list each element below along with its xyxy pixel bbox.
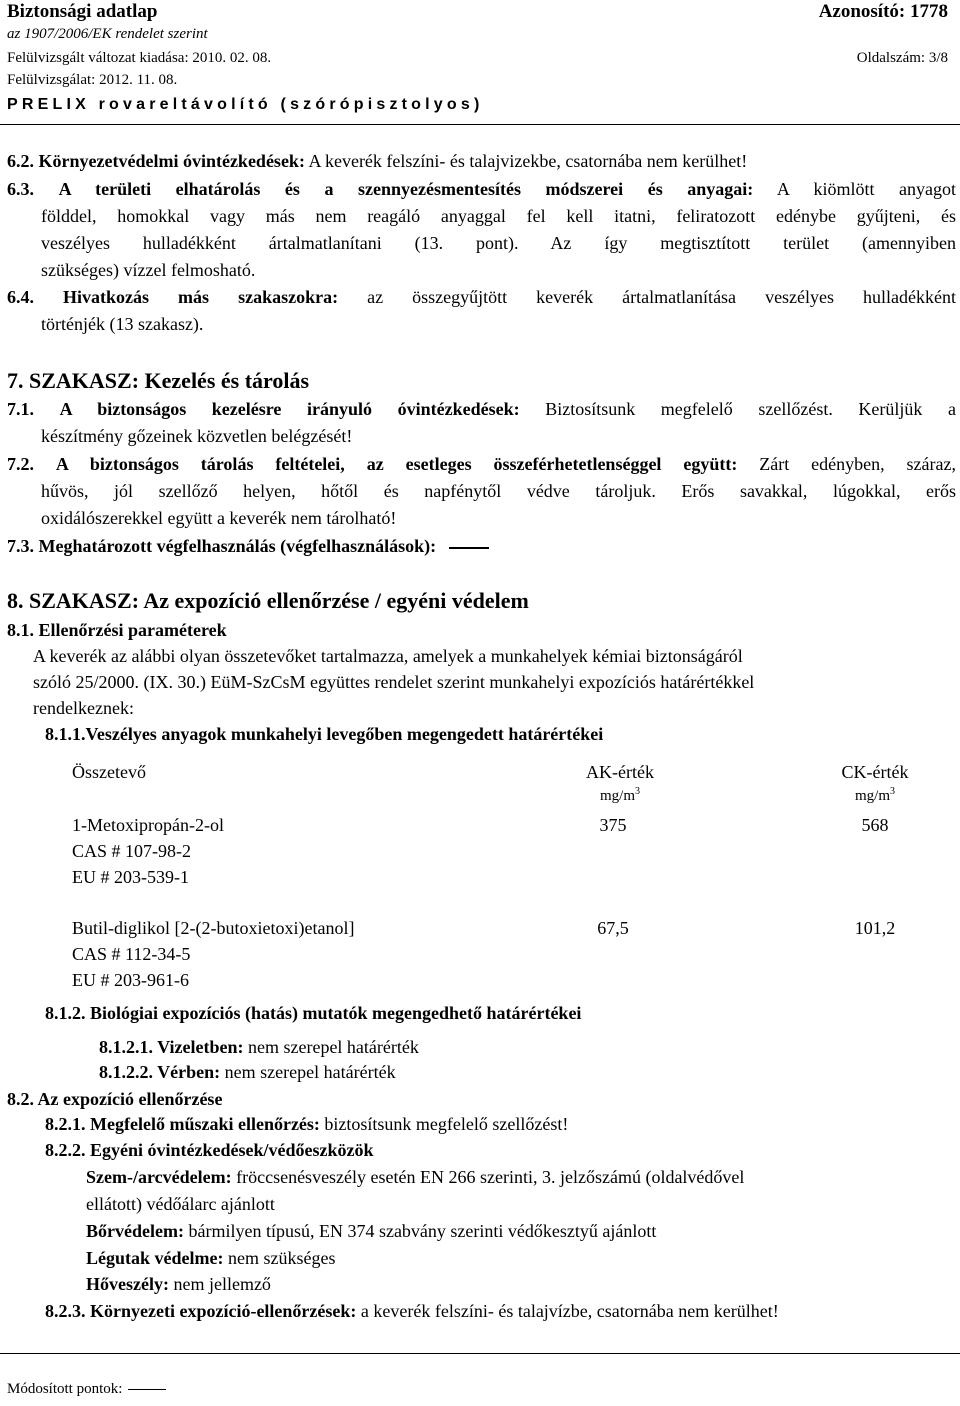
unit-ak-text: mg/m bbox=[599, 788, 635, 804]
unit-ck-text: mg/m bbox=[854, 788, 890, 804]
modified-points-label: Módosított pontok: bbox=[7, 1381, 123, 1397]
section-7-1-text: Biztosítsunk megfelelő szellőzést. Kerüljük a bbox=[545, 399, 956, 419]
section-7-1-line1 bbox=[7, 396, 956, 423]
regulation-note: az 1907/2006/EK rendelet szerint bbox=[7, 26, 208, 42]
section-6-4-line2: történjék (13 szakasz). bbox=[41, 314, 204, 334]
section-7-2-number: 7.2. bbox=[7, 454, 34, 474]
section-6-3-line3: veszélyes hulladékként ártalmatlanítani (13. pont). Az így megtisztított terület (amennyiben bbox=[41, 233, 956, 253]
section-7-3-number: 7.3. bbox=[7, 536, 34, 556]
section-6-4-line1 bbox=[7, 284, 956, 311]
eye-face-protection-label: Szem-/arcvédelem: bbox=[86, 1167, 232, 1187]
section-8-2-1-label: 8.2.1. Megfelelő műszaki ellenőrzés: bbox=[45, 1114, 320, 1134]
section-6-2-text: A keverék felszíni- és talajvizekbe, csatornába nem kerülhet! bbox=[308, 151, 748, 171]
section-7-1-line2: készítmény gőzeinek közvetlen belégzését! bbox=[41, 426, 353, 446]
modified-points-dash bbox=[128, 1389, 166, 1390]
section-8-2-2-title: 8.2.2. Egyéni óvintézkedések/védőeszközök bbox=[45, 1140, 374, 1160]
component-cas: CAS # 112-34-5 bbox=[72, 944, 191, 964]
column-header-component: Összetevő bbox=[72, 762, 146, 782]
section-8-heading: 8. SZAKASZ: Az expozíció ellenőrzése / egyéni védelem bbox=[7, 588, 529, 613]
section-8-1-2-1 bbox=[99, 1034, 419, 1061]
section-7-2-text: Zárt edényben, száraz, bbox=[759, 454, 957, 474]
unit-ck bbox=[823, 786, 927, 805]
product-name: PRELIX rovareltávolító (szórópisztolyos) bbox=[7, 96, 484, 113]
component-name: Butil-diglikol [2-(2-butoxietoxi)etanol] bbox=[72, 918, 355, 938]
column-header-ck: CK-érték bbox=[841, 762, 909, 782]
component-cas: CAS # 107-98-2 bbox=[72, 841, 192, 861]
header-divider bbox=[0, 124, 960, 125]
unit-ak-exponent: 3 bbox=[635, 786, 640, 797]
section-6-2-title: Környezetvédelmi óvintézkedések: bbox=[38, 151, 305, 171]
ck-value: 568 bbox=[861, 815, 889, 835]
respiratory-protection-text: nem szükséges bbox=[227, 1248, 336, 1268]
section-8-2-1 bbox=[45, 1111, 568, 1138]
thermal-hazard-label: Hőveszély: bbox=[86, 1274, 169, 1294]
column-header-ak: AK-érték bbox=[586, 762, 654, 782]
eye-face-protection-line2: ellátott) védőálarc ajánlott bbox=[86, 1194, 275, 1214]
eye-face-protection bbox=[86, 1164, 744, 1191]
section-7-1-title: A biztonságos kezelésre irányuló óvintézkedések: bbox=[59, 399, 520, 419]
urine-text: nem szerepel határérték bbox=[247, 1037, 419, 1057]
unit-ck-exponent: 3 bbox=[890, 786, 895, 797]
section-6-3-text: A kiömlött anyagot bbox=[776, 179, 956, 199]
section-6-3-line1 bbox=[7, 176, 956, 203]
eye-face-protection-text: fröccsenésveszély esetén EN 266 szerinti, 3. jelzőszámú (oldalvédővel bbox=[236, 1167, 745, 1187]
unit-ak bbox=[568, 786, 672, 805]
section-7-heading: 7. SZAKASZ: Kezelés és tárolás bbox=[7, 368, 310, 393]
not-applicable-dash bbox=[449, 547, 489, 549]
skin-protection bbox=[86, 1218, 656, 1245]
revision-date: Felülvizsgálat: 2012. 11. 08. bbox=[7, 72, 178, 88]
section-6-4-text: az összegyűjtött keverék ártalmatlanítása veszélyes hulladékként bbox=[367, 287, 957, 307]
section-6-3-title: A területi elhatárolás és a szennyezésmentesítés módszerei és anyagai: bbox=[58, 179, 754, 199]
section-8-2-3-label: 8.2.3. Környezeti expozíció-ellenőrzések: bbox=[45, 1301, 357, 1321]
section-8-1-line2: szóló 25/2000. (IX. 30.) EüM-SzCsM együttes rendelet szerint munkahelyi expozíciós határértékkel bbox=[33, 672, 755, 692]
section-7-2-line3: oxidálószerekkel együtt a keverék nem tárolható! bbox=[41, 508, 397, 528]
ak-value: 375 bbox=[599, 815, 627, 835]
revised-version: Felülvizsgált változat kiadása: 2010. 02. 08. bbox=[7, 50, 272, 66]
component-eu: EU # 203-539-1 bbox=[72, 867, 189, 887]
respiratory-protection-label: Légutak védelme: bbox=[86, 1248, 224, 1268]
document-id: Azonosító: 1778 bbox=[818, 1, 948, 22]
section-6-2 bbox=[7, 148, 747, 175]
document-title: Biztonsági adatlap bbox=[7, 1, 158, 22]
section-6-4-title: Hivatkozás más szakaszokra: bbox=[63, 287, 339, 307]
ak-value: 67,5 bbox=[597, 918, 629, 938]
section-7-3 bbox=[7, 533, 489, 560]
section-7-2-title: A biztonságos tárolás feltételei, az esetleges összeférhetetlenséggel együtt: bbox=[55, 454, 738, 474]
skin-protection-label: Bőrvédelem: bbox=[86, 1221, 184, 1241]
component-eu: EU # 203-961-6 bbox=[72, 970, 189, 990]
section-8-1-2-title: 8.1.2. Biológiai expozíciós (hatás) mutatók megengedhető határértékei bbox=[45, 1003, 582, 1023]
modified-points bbox=[7, 1381, 166, 1398]
page-number: Oldalszám: 3/8 bbox=[856, 50, 948, 66]
section-6-2-number: 6.2. bbox=[7, 151, 34, 171]
section-8-1-1-title: 8.1.1.Veszélyes anyagok munkahelyi levegőben megengedett határértékei bbox=[45, 724, 604, 744]
thermal-hazard-text: nem jellemző bbox=[173, 1274, 271, 1294]
section-8-2-3 bbox=[45, 1298, 779, 1325]
section-7-2-line2: hűvös, jól szellőző helyen, hőtől és napfénytől védve tároljuk. Erős savakkal, lúgokkal, erős bbox=[41, 481, 956, 501]
section-6-3-number: 6.3. bbox=[7, 179, 34, 199]
section-6-3-line4: szükséges) vízzel felmosható. bbox=[41, 260, 256, 280]
section-7-1-number: 7.1. bbox=[7, 399, 34, 419]
blood-label: 8.1.2.2. Vérben: bbox=[99, 1062, 221, 1082]
section-8-2-1-text: biztosítsunk megfelelő szellőzést! bbox=[324, 1114, 569, 1134]
thermal-hazard bbox=[86, 1271, 271, 1298]
section-6-4-number: 6.4. bbox=[7, 287, 34, 307]
skin-protection-text: bármilyen típusú, EN 374 szabvány szerinti védőkesztyű ajánlott bbox=[188, 1221, 657, 1241]
section-7-2-line1 bbox=[7, 451, 956, 478]
ck-value: 101,2 bbox=[854, 918, 896, 938]
section-8-2-3-text: a keverék felszíni- és talajvízbe, csatornába nem kerülhet! bbox=[360, 1301, 779, 1321]
section-7-3-title: Meghatározott végfelhasználás (végfelhasználások): bbox=[38, 536, 437, 556]
blood-text: nem szerepel határérték bbox=[224, 1062, 396, 1082]
section-6-3-line2: földdel, homokkal vagy más nem reagáló anyaggal fel kell itatni, feliratozott edénybe gyűjteni, és bbox=[41, 206, 956, 226]
section-8-1-2-2 bbox=[99, 1059, 396, 1086]
footer-divider bbox=[0, 1353, 960, 1354]
section-8-2-title: 8.2. Az expozíció ellenőrzése bbox=[7, 1089, 223, 1109]
section-8-1-line1: A keverék az alábbi olyan összetevőket tartalmazza, amelyek a munkahelyek kémiai biztonságáról bbox=[33, 646, 743, 666]
section-8-1-line3: rendelkeznek: bbox=[33, 698, 134, 718]
component-name: 1-Metoxipropán-2-ol bbox=[72, 815, 224, 835]
urine-label: 8.1.2.1. Vizeletben: bbox=[99, 1037, 244, 1057]
section-8-1-title: 8.1. Ellenőrzési paraméterek bbox=[7, 620, 227, 640]
respiratory-protection bbox=[86, 1245, 335, 1272]
